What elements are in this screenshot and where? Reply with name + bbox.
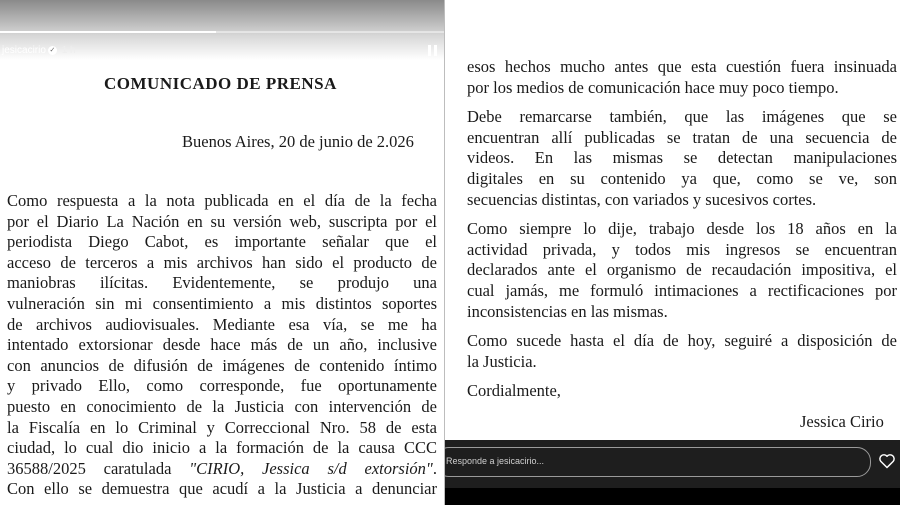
paragraph — [467, 219, 897, 322]
paragraph-line: puesto en conocimiento de la Justicia con intervención de — [7, 396, 437, 416]
paragraph-line: acceso de terceros a mis archivos han sido el producto de — [7, 252, 437, 272]
document-title: COMUNICADO DE PRENSA — [104, 74, 337, 93]
paragraph-line: ciudad, lo cual dio inicio a la formación de la causa CCC — [7, 438, 437, 458]
paragraph-line: la Fiscalía en lo Criminal y Correccional Nro. 58 de esta — [7, 417, 437, 437]
paragraph — [467, 57, 897, 98]
story-right — [445, 0, 900, 505]
paragraph-line: Como respuesta a la nota publicada en el día de la fecha — [7, 191, 437, 210]
bottom-bar — [445, 488, 900, 505]
paragraph-line: periodista Diego Cabot, es importante señalar que el — [7, 232, 437, 252]
paragraph — [467, 107, 897, 210]
paragraph-line: digitales en su contenido ya que, como se ve, son — [467, 168, 897, 188]
reply-placeholder: Responde a jesicacirio... — [446, 456, 545, 466]
paragraph-line: 36588/2025 caratulada "CIRIO, Jessica s/d extorsión". — [7, 458, 437, 478]
document-date: Buenos Aires, 20 de junio de 2.026 — [182, 132, 414, 151]
paragraph-line: con anuncios de difusión de imágenes de contenido íntimo — [7, 355, 437, 375]
verified-icon: ✓ — [49, 46, 56, 54]
paragraph-line: Como siempre lo dije, trabajo desde los 18 años en la — [467, 219, 897, 239]
paragraph-line: maniobras ilícitas. Evidentemente, se produjo una — [7, 273, 437, 293]
paragraph-line: la Justicia. — [467, 351, 537, 371]
post-time: 1 h — [61, 45, 76, 56]
paragraph-line: actividad privada, y todos mis ingresos se encuentran — [467, 239, 897, 259]
story-progress-bar — [0, 31, 470, 33]
paragraph-line: de archivos audiovisuales. Mediante esa vía, se me ha — [7, 314, 437, 334]
signature: Jessica Cirio — [800, 412, 884, 431]
paragraph-line: vulneración sin mi consentimiento a mis distintos soportes — [7, 293, 437, 313]
paragraph-line: videos. En las mismas se detectan manipulaciones — [467, 148, 897, 168]
paragraph-line: por los medios de comunicación hace muy poco tiempo. — [467, 77, 839, 97]
heart-icon[interactable] — [878, 453, 896, 469]
document-continuation — [467, 57, 897, 411]
paragraph-line: secuencias distintas, con variados y sucesivos cortes. — [467, 189, 817, 209]
story-user[interactable] — [2, 45, 76, 56]
paragraph-line: Con ello se demuestra que acudí a la Justicia a denunciar — [7, 479, 437, 499]
pause-icon[interactable] — [428, 45, 438, 56]
paragraph-line: intentado extorsionar desde hace más de un año, inclusive — [7, 335, 437, 355]
paragraph-line: Cordialmente, — [467, 381, 561, 401]
paragraph-line: encuentran allí publicadas se tratan de una secuencia de — [467, 127, 897, 147]
paragraph-line: Debe remarcarse también, que las imágenes que se — [467, 107, 897, 127]
paragraph-line: esos hechos mucho antes que esta cuestión fuera insinuada — [467, 57, 897, 76]
paragraph-line: declarados ante el organismo de recaudación impositiva, el — [467, 260, 897, 280]
username[interactable]: jesicacirio — [2, 45, 46, 56]
paragraph-line: inconsistencias en las mismas. — [467, 301, 668, 321]
paragraph-line: y privado Ello, como corresponde, fue oportunamente — [7, 376, 437, 396]
paragraph-line: Como sucede hasta el día de hoy, seguiré a disposición de — [467, 331, 897, 351]
document-paragraph — [7, 191, 437, 500]
paragraph-line: cual jamás, me formuló intimaciones a rectificaciones por — [467, 280, 897, 300]
paragraph — [467, 331, 897, 372]
paragraph — [467, 381, 897, 402]
story-progress-segment-1 — [0, 31, 216, 33]
paragraph-line: por el Diario La Nación en su versión web, suscripta por el — [7, 211, 437, 231]
